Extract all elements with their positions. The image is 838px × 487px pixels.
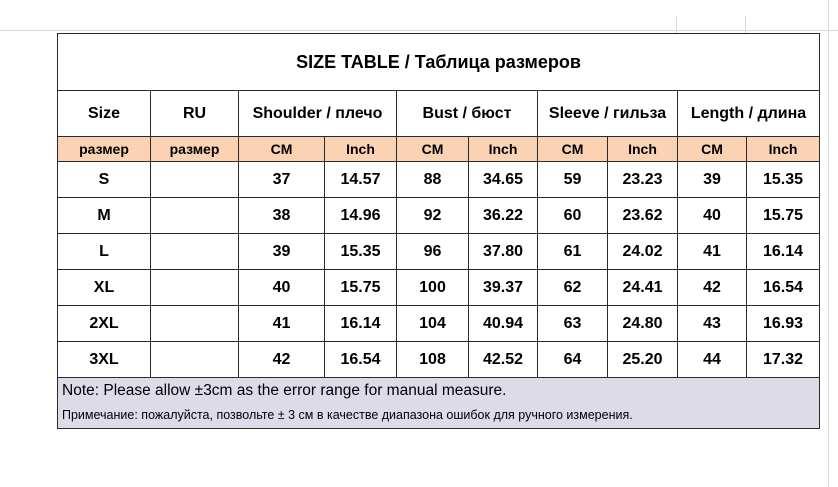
table-row (58, 306, 820, 342)
size-table (57, 33, 820, 429)
table-cell: 16.54 (747, 270, 820, 306)
table-cell: 88 (397, 162, 469, 198)
table-cell: 40.94 (469, 306, 538, 342)
table-cell: 15.75 (747, 198, 820, 234)
table-cell: 15.35 (747, 162, 820, 198)
title-row (58, 34, 820, 91)
size-cell: 2XL (58, 306, 151, 342)
header-size: Size (58, 91, 151, 137)
table-cell: 34.65 (469, 162, 538, 198)
table-cell: 59 (538, 162, 608, 198)
table-cell: 25.20 (608, 342, 678, 378)
table-cell: 41 (239, 306, 325, 342)
table-cell: 16.14 (747, 234, 820, 270)
frame-line-inner-2 (745, 16, 746, 34)
table-cell: 36.22 (469, 198, 538, 234)
size-cell: XL (58, 270, 151, 306)
table-cell (151, 342, 239, 378)
table-cell: 63 (538, 306, 608, 342)
unit-cell: CM (239, 137, 325, 162)
table-cell: 40 (239, 270, 325, 306)
table-cell: 42.52 (469, 342, 538, 378)
frame-line-inner-1 (676, 16, 677, 34)
table-cell: 44 (678, 342, 747, 378)
table-title: SIZE TABLE / Таблица размеров (58, 34, 820, 91)
table-cell: 60 (538, 198, 608, 234)
table-cell: 38 (239, 198, 325, 234)
table-cell: 39 (239, 234, 325, 270)
table-cell (151, 162, 239, 198)
table-cell: 62 (538, 270, 608, 306)
note-row (58, 378, 820, 429)
size-cell: 3XL (58, 342, 151, 378)
size-cell: S (58, 162, 151, 198)
table-cell: 15.35 (325, 234, 397, 270)
table-cell: 39 (678, 162, 747, 198)
table-cell: 37.80 (469, 234, 538, 270)
frame-line-right (828, 0, 829, 487)
unit-cell: Inch (325, 137, 397, 162)
unit-cell: размер (58, 137, 151, 162)
frame-line-top (0, 30, 838, 31)
table-cell (151, 306, 239, 342)
table-cell: 104 (397, 306, 469, 342)
size-cell: M (58, 198, 151, 234)
table-cell: 24.80 (608, 306, 678, 342)
unit-cell: Inch (469, 137, 538, 162)
unit-cell: Inch (747, 137, 820, 162)
table-cell: 42 (678, 270, 747, 306)
table-row (58, 198, 820, 234)
table-cell: 14.96 (325, 198, 397, 234)
header-shoulder: Shoulder / плечо (239, 91, 397, 137)
table-cell: 39.37 (469, 270, 538, 306)
unit-cell: CM (397, 137, 469, 162)
table-cell: 42 (239, 342, 325, 378)
table-cell: 37 (239, 162, 325, 198)
table-cell: 23.23 (608, 162, 678, 198)
header-sleeve: Sleeve / гильза (538, 91, 678, 137)
unit-cell: Inch (608, 137, 678, 162)
table-cell: 16.54 (325, 342, 397, 378)
table-cell: 64 (538, 342, 608, 378)
table-row (58, 270, 820, 306)
table-cell: 108 (397, 342, 469, 378)
note-english: Note: Please allow ±3cm as the error range for manual measure. (62, 382, 507, 399)
unit-row (58, 137, 820, 162)
table-cell: 14.57 (325, 162, 397, 198)
table-cell (151, 270, 239, 306)
table-cell: 40 (678, 198, 747, 234)
table-cell: 16.14 (325, 306, 397, 342)
table-cell: 24.02 (608, 234, 678, 270)
table-cell: 96 (397, 234, 469, 270)
table-cell: 16.93 (747, 306, 820, 342)
table-cell: 43 (678, 306, 747, 342)
unit-cell: CM (678, 137, 747, 162)
table-cell: 41 (678, 234, 747, 270)
table-cell: 23.62 (608, 198, 678, 234)
header-length: Length / длина (678, 91, 820, 137)
header-row (58, 91, 820, 137)
table-cell: 100 (397, 270, 469, 306)
table-row (58, 342, 820, 378)
table-row (58, 162, 820, 198)
note-russian: Примечание: пожалуйста, позвольте ± 3 см в качестве диапазона ошибок для ручного измерения. (62, 408, 633, 422)
unit-cell: CM (538, 137, 608, 162)
size-cell: L (58, 234, 151, 270)
note-cell (58, 378, 820, 429)
table-cell: 15.75 (325, 270, 397, 306)
header-ru: RU (151, 91, 239, 137)
table-cell (151, 198, 239, 234)
table-cell: 61 (538, 234, 608, 270)
table-row (58, 234, 820, 270)
table-cell: 92 (397, 198, 469, 234)
unit-cell: размер (151, 137, 239, 162)
table-cell (151, 234, 239, 270)
table-cell: 17.32 (747, 342, 820, 378)
header-bust: Bust / бюст (397, 91, 538, 137)
table-cell: 24.41 (608, 270, 678, 306)
